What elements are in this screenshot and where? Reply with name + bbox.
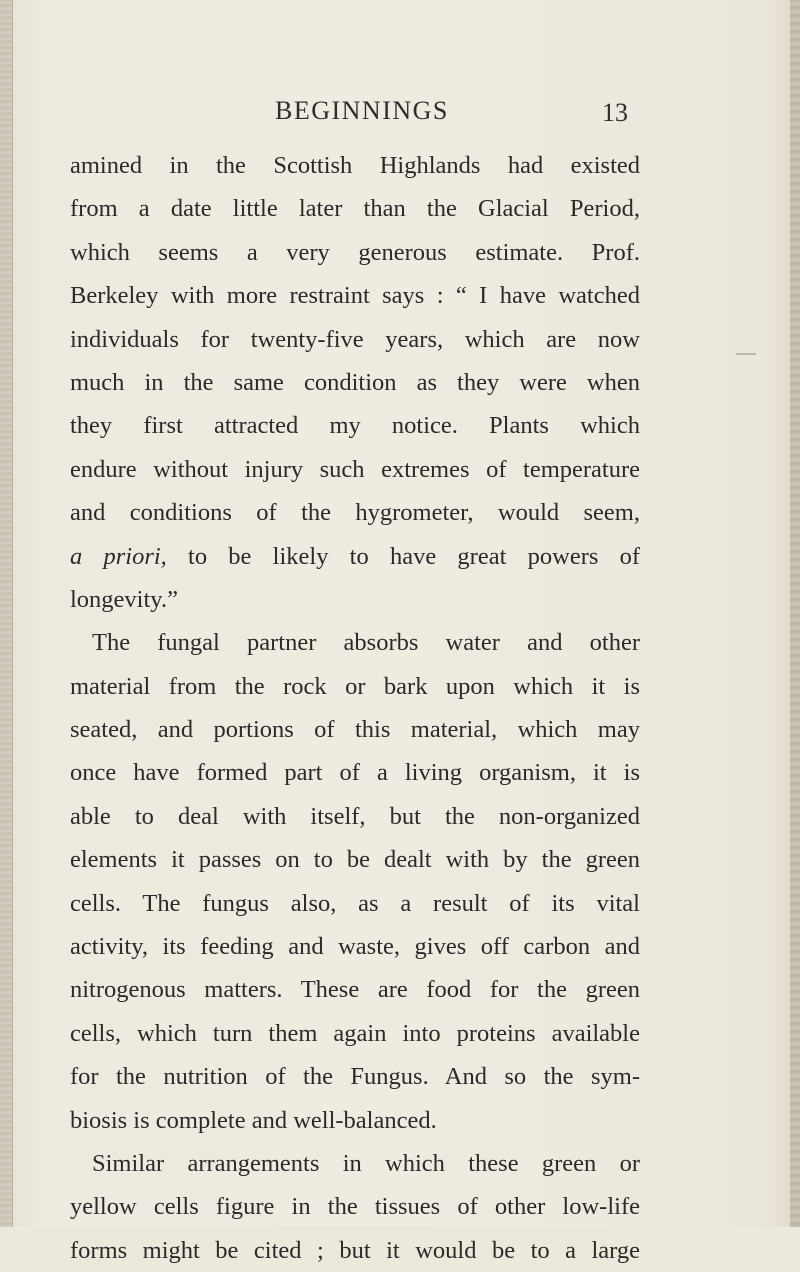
text-line: material from the rock or bark upon which it is bbox=[70, 672, 640, 700]
book-spine-edge bbox=[0, 0, 13, 1227]
text-line: they first attracted my notice. Plants which bbox=[70, 412, 640, 440]
text-line: from a date little later than the Glacial Period, bbox=[70, 195, 640, 223]
text-line: biosis is complete and well-balanced. bbox=[70, 1106, 437, 1134]
text-line: able to deal with itself, but the non-organized bbox=[70, 802, 640, 830]
text-line: nitrogenous matters. These are food for the green bbox=[70, 976, 640, 1004]
text-line: individuals for twenty-five years, which are now bbox=[70, 325, 640, 353]
text-line: cells, which turn them again into proteins available bbox=[70, 1019, 640, 1047]
text-line: elements it passes on to be dealt with by the green bbox=[70, 846, 640, 874]
text-line: longevity.” bbox=[70, 585, 178, 613]
paragraph-start-line: Similar arrangements in which these green or bbox=[92, 1149, 640, 1177]
text-line: yellow cells figure in the tissues of other low-life bbox=[70, 1193, 640, 1221]
text-line-remainder: to be likely to have great powers of bbox=[188, 542, 641, 570]
text-line: once have formed part of a living organism, it is bbox=[70, 759, 640, 787]
text-line: forms might be cited ; but it would be to a large bbox=[70, 1236, 640, 1264]
page-edge-right bbox=[790, 0, 800, 1227]
page-header bbox=[70, 96, 630, 136]
text-line: endure without injury such extremes of temperature bbox=[70, 455, 640, 483]
text-line: Berkeley with more restraint says : “ I have watched bbox=[70, 282, 640, 310]
paragraph-start-line: The fungal partner absorbs water and other bbox=[92, 629, 640, 657]
running-head: BEGINNINGS bbox=[275, 96, 449, 125]
body-text bbox=[70, 144, 640, 1272]
margin-mark bbox=[736, 353, 756, 355]
text-line-with-italic bbox=[70, 535, 640, 578]
text-line: amined in the Scottish Highlands had existed bbox=[70, 152, 640, 179]
text-line: cells. The fungus also, as a result of its vital bbox=[70, 889, 640, 917]
text-line: for the nutrition of the Fungus. And so the sym- bbox=[70, 1063, 640, 1091]
text-line: which seems a very generous estimate. Prof. bbox=[70, 238, 640, 266]
page-number: 13 bbox=[602, 98, 628, 127]
text-line: seated, and portions of this material, which may bbox=[70, 716, 640, 744]
text-line: activity, its feeding and waste, gives off carbon and bbox=[70, 933, 640, 961]
italic-phrase: a priori, bbox=[70, 542, 167, 570]
text-line: much in the same condition as they were when bbox=[70, 368, 640, 396]
text-line: and conditions of the hygrometer, would seem, bbox=[70, 499, 640, 527]
